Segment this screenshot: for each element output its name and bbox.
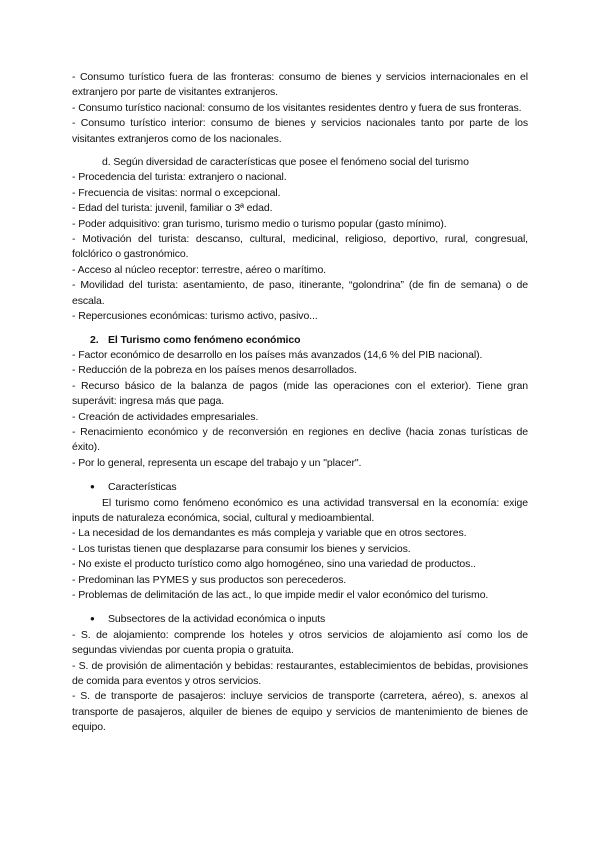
list-item: - Poder adquisitivo: gran turismo, turismo medio o turismo popular (gasto mínimo).: [72, 217, 447, 230]
bullet-title: Características: [108, 481, 177, 494]
bullet-title: Subsectores de la actividad económica o inputs: [108, 613, 326, 626]
list-item: - Predominan las PYMES y sus productos son perecederos.: [72, 573, 347, 586]
list-item: - Consumo turístico nacional: consumo de los visitantes residentes dentro y fuera de sus fronteras.: [72, 101, 522, 114]
list-item: - Consumo turístico interior: consumo de bienes y servicios nacionales tanto por parte de los visitantes extranjeros como de los nacionales.: [72, 117, 528, 145]
section-d-title: d. Según diversidad de características que posee el fenómeno social del turismo: [102, 156, 469, 169]
list-item: - La necesidad de los demandantes es más compleja y variable que en otros sectores.: [72, 527, 467, 540]
list-item: - No existe el producto turístico como algo homogéneo, sino una variedad de productos..: [72, 558, 476, 571]
list-item: - Por lo general, representa un escape del trabajo y un "placer".: [72, 456, 362, 469]
caracteristicas-section: [72, 479, 528, 603]
section-2-heading: [72, 333, 528, 348]
bullet-icon: ●: [90, 614, 95, 624]
list-item: - Creación de actividades empresariales.: [72, 410, 259, 423]
list-item: - Problemas de delimitación de las act., lo que impide medir el valor económico del turismo.: [72, 589, 489, 601]
list-item: - Consumo turístico fuera de las fronteras: consumo de bienes y servicios internacionales en el extranjero por parte de visitantes extranjeros.: [72, 71, 528, 99]
section-title: El Turismo como fenómeno económico: [108, 333, 301, 346]
list-item: - Edad del turista: juvenil, familiar o 3ª edad.: [72, 202, 273, 215]
list-item: - S. de provisión de alimentación y bebidas: restaurantes, establecimientos de bebidas, provisiones de comida para eventos y otros servicios.: [72, 659, 528, 688]
section-d: [72, 155, 528, 324]
list-item: - Renacimiento económico y de reconversión en regiones en declive (hacia zonas turísticas de éxito).: [72, 425, 528, 454]
list-item: - S. de transporte de pasajeros: incluye servicios de transporte (carretera, aéreo), s. anexos al transporte de pasajeros, alquiler de bienes de equipo y servicios de mantenimiento de bienes de equipo.: [72, 690, 528, 734]
list-item: - Repercusiones económicas: turismo activo, pasivo...: [72, 310, 318, 323]
list-item: - Factor económico de desarrollo en los países más avanzados (14,6 % del PIB nacional).: [72, 348, 483, 361]
caracteristicas-heading: [72, 479, 528, 495]
section-number: 2.: [90, 333, 99, 346]
list-item: - Movilidad del turista: asentamiento, de paso, itinerante, “golondrina” (de fin de semana) o de escala.: [72, 279, 528, 307]
list-item: - Recurso básico de la balanza de pagos (mide las operaciones con el exterior). Tiene gran superávit: ingresa más que paga.: [72, 379, 528, 408]
section-c-list: [72, 70, 528, 147]
bullet-icon: ●: [90, 482, 95, 492]
subsectores-heading: [72, 611, 528, 627]
document-page: [72, 70, 528, 736]
caracteristicas-intro: El turismo como fenómeno económico es una actividad transversal en la economía: exige inputs de naturaleza económica, social, cultural y medioambiental.: [72, 496, 528, 524]
list-item: - Acceso al núcleo receptor: terrestre, aéreo o marítimo.: [72, 263, 326, 276]
list-item: - Frecuencia de visitas: normal o excepcional.: [72, 186, 281, 199]
subsectores-section: [72, 611, 528, 735]
section-2: [72, 333, 528, 472]
list-item: - Procedencia del turista: extranjero o nacional.: [72, 171, 287, 184]
list-item: - Reducción de la pobreza en los países menos desarrollados.: [72, 364, 357, 377]
list-item: - S. de alojamiento: comprende los hoteles y otros servicios de alojamiento así como los de segundas viviendas por cuenta propia o gratuita.: [72, 628, 528, 657]
list-item: - Los turistas tienen que desplazarse para consumir los bienes y servicios.: [72, 542, 411, 555]
list-item: - Motivación del turista: descanso, cultural, medicinal, religioso, deportivo, rural, congresual, folclórico o gastronómico.: [72, 233, 528, 261]
